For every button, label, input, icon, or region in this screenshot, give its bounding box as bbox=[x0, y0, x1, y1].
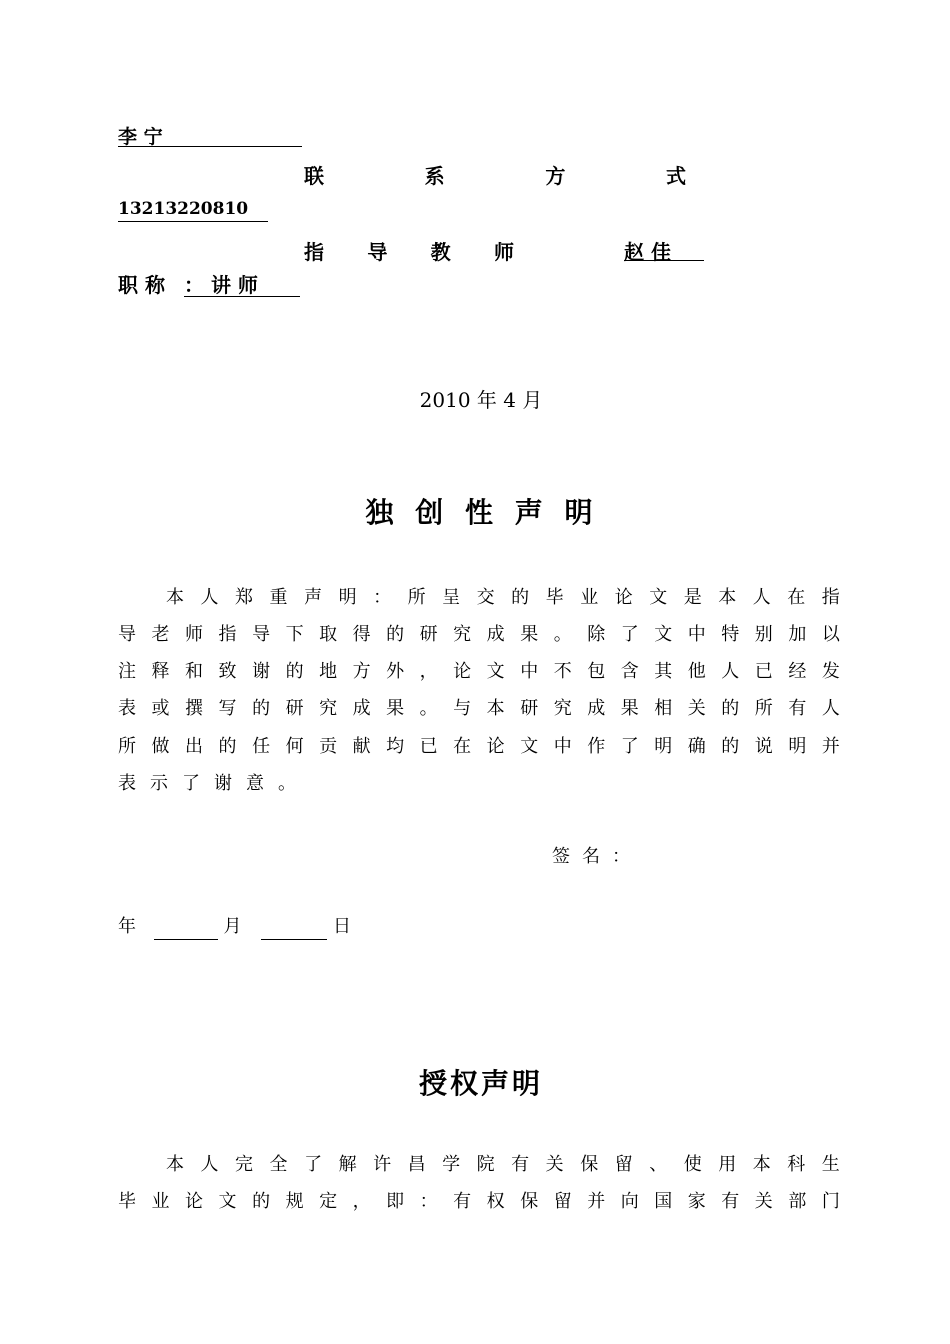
text-char: 经 bbox=[788, 661, 807, 682]
text-char: 明 bbox=[788, 736, 807, 757]
text-char: 学 bbox=[442, 1154, 461, 1175]
text-char: 与 bbox=[453, 698, 472, 719]
text-char: 果 bbox=[386, 698, 405, 719]
text-char: 示 bbox=[150, 773, 168, 794]
title-colon: ： bbox=[184, 273, 204, 297]
originality-line bbox=[118, 659, 840, 685]
text-char: 果 bbox=[520, 624, 539, 645]
text-char: 所 bbox=[407, 587, 426, 608]
text-char: 国 bbox=[654, 1191, 673, 1212]
text-char: 其 bbox=[654, 661, 673, 682]
text-char: 作 bbox=[587, 736, 606, 757]
text-char: 加 bbox=[788, 624, 807, 645]
text-char: 昌 bbox=[407, 1154, 426, 1175]
text-char: 毕 bbox=[545, 587, 564, 608]
text-char: 毕 bbox=[118, 1191, 136, 1212]
text-char: 明 bbox=[338, 587, 357, 608]
originality-line-text bbox=[118, 771, 296, 797]
text-char: 使 bbox=[683, 1154, 702, 1175]
text-char: 本 bbox=[718, 587, 737, 608]
text-char: 含 bbox=[620, 661, 639, 682]
text-char: 的 bbox=[252, 1191, 271, 1212]
advisor-label-char: 指 bbox=[304, 240, 324, 264]
text-char: 指 bbox=[218, 624, 237, 645]
text-char: 所 bbox=[118, 736, 136, 757]
text-char: 家 bbox=[687, 1191, 706, 1212]
advisor-name-text: 赵 佳 bbox=[624, 240, 671, 264]
text-char: 中 bbox=[687, 624, 706, 645]
text-char: 的 bbox=[721, 698, 740, 719]
text-char: 文 bbox=[218, 1191, 237, 1212]
text-char: 人 bbox=[821, 698, 840, 719]
authorization-line-text bbox=[166, 1152, 840, 1178]
month-blank[interactable] bbox=[154, 919, 218, 940]
text-char: 论 bbox=[486, 736, 505, 757]
text-char: 均 bbox=[386, 736, 405, 757]
text-char: ， bbox=[419, 661, 438, 682]
text-char: 任 bbox=[252, 736, 271, 757]
originality-line-text bbox=[118, 659, 840, 685]
text-char: 权 bbox=[486, 1191, 505, 1212]
text-char: 究 bbox=[453, 624, 472, 645]
date-day-label: 日 bbox=[332, 916, 351, 937]
text-char: 在 bbox=[453, 736, 472, 757]
text-char: 成 bbox=[352, 698, 371, 719]
text-char: 人 bbox=[200, 1154, 219, 1175]
text-char: 论 bbox=[614, 587, 633, 608]
signature-date bbox=[118, 914, 351, 940]
text-char: 师 bbox=[185, 624, 204, 645]
phone-number bbox=[118, 199, 268, 222]
text-char: 本 bbox=[752, 1154, 771, 1175]
text-char: 关 bbox=[687, 698, 706, 719]
text-char: 以 bbox=[821, 624, 840, 645]
text-char: 文 bbox=[654, 624, 673, 645]
contact-label bbox=[304, 160, 686, 189]
text-char: 留 bbox=[614, 1154, 633, 1175]
authorization-line bbox=[118, 1189, 840, 1215]
text-char: 表 bbox=[118, 698, 136, 719]
text-char: 贡 bbox=[319, 736, 338, 757]
originality-line bbox=[118, 622, 840, 648]
text-char: 关 bbox=[754, 1191, 773, 1212]
text-char: 有 bbox=[788, 698, 807, 719]
text-char: 生 bbox=[821, 1154, 840, 1175]
text-char: 和 bbox=[185, 661, 204, 682]
text-char: 论 bbox=[185, 1191, 204, 1212]
text-char: 完 bbox=[235, 1154, 254, 1175]
text-char: 论 bbox=[453, 661, 472, 682]
contact-label-char: 式 bbox=[665, 164, 686, 188]
day-blank[interactable] bbox=[261, 919, 327, 940]
text-char: 的 bbox=[285, 661, 304, 682]
text-char: 成 bbox=[587, 698, 606, 719]
text-char: 的 bbox=[218, 736, 237, 757]
text-char: 特 bbox=[721, 624, 740, 645]
title-label: 职 称 bbox=[118, 273, 165, 297]
originality-line bbox=[118, 771, 840, 797]
text-char: 撰 bbox=[185, 698, 204, 719]
text-char: ， bbox=[352, 1191, 371, 1212]
text-char: 究 bbox=[553, 698, 572, 719]
contact-label-char: 系 bbox=[424, 164, 445, 188]
text-char: 文 bbox=[520, 736, 539, 757]
text-char: 发 bbox=[821, 661, 840, 682]
text-char: 相 bbox=[654, 698, 673, 719]
text-char: 所 bbox=[754, 698, 773, 719]
text-char: 意 bbox=[246, 773, 264, 794]
text-char: 地 bbox=[319, 661, 338, 682]
student-name-text: 李 宁 bbox=[118, 126, 163, 148]
text-char: 了 bbox=[620, 736, 639, 757]
text-char: 门 bbox=[821, 1191, 840, 1212]
text-char: 关 bbox=[545, 1154, 564, 1175]
text-char: 规 bbox=[285, 1191, 304, 1212]
originality-line-text bbox=[166, 585, 840, 611]
student-name bbox=[118, 122, 302, 147]
text-char: 部 bbox=[788, 1191, 807, 1212]
title-line bbox=[118, 273, 258, 297]
advisor-label bbox=[304, 236, 514, 265]
submission-date: 2010 年 4 月 bbox=[419, 388, 543, 412]
text-char: 了 bbox=[620, 624, 639, 645]
text-char: 。 bbox=[278, 773, 296, 794]
text-char: 导 bbox=[252, 624, 271, 645]
text-char: 导 bbox=[118, 624, 136, 645]
text-char: 谢 bbox=[214, 773, 232, 794]
text-char: ： bbox=[612, 846, 630, 867]
text-char: 定 bbox=[319, 1191, 338, 1212]
text-char: 表 bbox=[118, 773, 136, 794]
text-char: 并 bbox=[821, 736, 840, 757]
text-char: 何 bbox=[285, 736, 304, 757]
advisor-name bbox=[624, 236, 704, 264]
text-char: 出 bbox=[185, 736, 204, 757]
text-char: 。 bbox=[419, 698, 438, 719]
signature-label bbox=[552, 842, 630, 868]
advisor-label-char: 导 bbox=[367, 240, 388, 264]
text-char: 的 bbox=[386, 624, 405, 645]
text-char: 成 bbox=[486, 624, 505, 645]
text-char: 科 bbox=[787, 1154, 806, 1175]
text-char: 别 bbox=[754, 624, 773, 645]
originality-title: 独 创 性 声 明 bbox=[365, 496, 599, 529]
text-char: 文 bbox=[486, 661, 505, 682]
text-char: 或 bbox=[151, 698, 170, 719]
text-char: 人 bbox=[721, 661, 740, 682]
text-char: 老 bbox=[151, 624, 170, 645]
text-char: 包 bbox=[587, 661, 606, 682]
text-char: 签 bbox=[552, 846, 570, 867]
text-char: 的 bbox=[721, 736, 740, 757]
text-char: 献 bbox=[352, 736, 371, 757]
text-char: 重 bbox=[269, 587, 288, 608]
text-char: 明 bbox=[654, 736, 673, 757]
text-char: 除 bbox=[587, 624, 606, 645]
originality-line-text bbox=[118, 622, 840, 648]
text-char: 了 bbox=[304, 1154, 323, 1175]
text-char: 研 bbox=[285, 698, 304, 719]
text-char: 本 bbox=[486, 698, 505, 719]
text-char: 保 bbox=[580, 1154, 599, 1175]
text-char: 注 bbox=[118, 661, 136, 682]
text-char: ： bbox=[373, 587, 392, 608]
originality-line bbox=[118, 696, 840, 722]
text-char: 究 bbox=[319, 698, 338, 719]
text-char: 、 bbox=[649, 1154, 668, 1175]
text-char: 中 bbox=[553, 736, 572, 757]
text-char: 做 bbox=[151, 736, 170, 757]
text-char: 释 bbox=[151, 661, 170, 682]
text-char: 人 bbox=[752, 587, 771, 608]
text-char: 保 bbox=[520, 1191, 539, 1212]
text-char: 名 bbox=[582, 846, 600, 867]
text-char: 本 bbox=[166, 1154, 184, 1175]
text-char: 是 bbox=[683, 587, 702, 608]
text-char: 说 bbox=[754, 736, 773, 757]
authorization-title: 授权声明 bbox=[418, 1067, 543, 1100]
date-month-label: 月 bbox=[223, 916, 242, 937]
contact-label-char: 方 bbox=[545, 164, 566, 188]
text-char: 交 bbox=[476, 587, 495, 608]
text-char: 的 bbox=[511, 587, 530, 608]
text-char: 取 bbox=[319, 624, 338, 645]
text-char: 研 bbox=[520, 698, 539, 719]
text-char: 确 bbox=[687, 736, 706, 757]
text-char: 方 bbox=[352, 661, 371, 682]
text-char: 的 bbox=[252, 698, 271, 719]
text-char: 声 bbox=[304, 587, 323, 608]
text-char: 解 bbox=[338, 1154, 357, 1175]
date-year-label: 年 bbox=[118, 916, 136, 937]
text-char: 并 bbox=[587, 1191, 606, 1212]
title-value: 讲 师 bbox=[210, 273, 258, 297]
text-char: 谢 bbox=[252, 661, 271, 682]
text-char: 中 bbox=[520, 661, 539, 682]
text-char: 下 bbox=[285, 624, 304, 645]
text-char: 了 bbox=[182, 773, 200, 794]
text-char: 全 bbox=[269, 1154, 288, 1175]
text-char: 指 bbox=[821, 587, 840, 608]
text-char: 。 bbox=[553, 624, 572, 645]
advisor-label-char: 师 bbox=[493, 240, 514, 264]
text-char: 许 bbox=[373, 1154, 392, 1175]
text-char: 有 bbox=[453, 1191, 472, 1212]
text-char: 不 bbox=[553, 661, 572, 682]
authorization-line bbox=[118, 1152, 840, 1178]
text-char: 果 bbox=[620, 698, 639, 719]
originality-line bbox=[118, 734, 840, 760]
contact-label-char: 联 bbox=[304, 164, 324, 188]
text-char: 致 bbox=[218, 661, 237, 682]
text-char: ： bbox=[419, 1191, 438, 1212]
text-char: 院 bbox=[476, 1154, 495, 1175]
text-char: 研 bbox=[419, 624, 438, 645]
text-char: 文 bbox=[649, 587, 668, 608]
text-char: 得 bbox=[352, 624, 371, 645]
text-char: 即 bbox=[386, 1191, 405, 1212]
text-char: 他 bbox=[687, 661, 706, 682]
text-char: 人 bbox=[200, 587, 219, 608]
text-char: 有 bbox=[511, 1154, 530, 1175]
originality-line bbox=[118, 585, 840, 611]
text-char: 用 bbox=[718, 1154, 737, 1175]
authorization-line-text bbox=[118, 1189, 840, 1215]
text-char: 已 bbox=[754, 661, 773, 682]
phone-number-text: 13213220810 bbox=[118, 199, 249, 219]
text-char: 留 bbox=[553, 1191, 572, 1212]
text-char: 写 bbox=[218, 698, 237, 719]
text-char: 业 bbox=[580, 587, 599, 608]
text-char: 呈 bbox=[442, 587, 461, 608]
text-char: 在 bbox=[787, 587, 806, 608]
text-char: 有 bbox=[721, 1191, 740, 1212]
text-char: 外 bbox=[386, 661, 405, 682]
originality-line-text bbox=[118, 734, 840, 760]
text-char: 业 bbox=[151, 1191, 170, 1212]
text-char: 郑 bbox=[235, 587, 254, 608]
originality-line-text bbox=[118, 696, 840, 722]
advisor-label-char: 教 bbox=[430, 240, 451, 264]
text-char: 本 bbox=[166, 587, 184, 608]
text-char: 向 bbox=[620, 1191, 639, 1212]
title-value-field bbox=[184, 273, 300, 297]
text-char: 已 bbox=[419, 736, 438, 757]
